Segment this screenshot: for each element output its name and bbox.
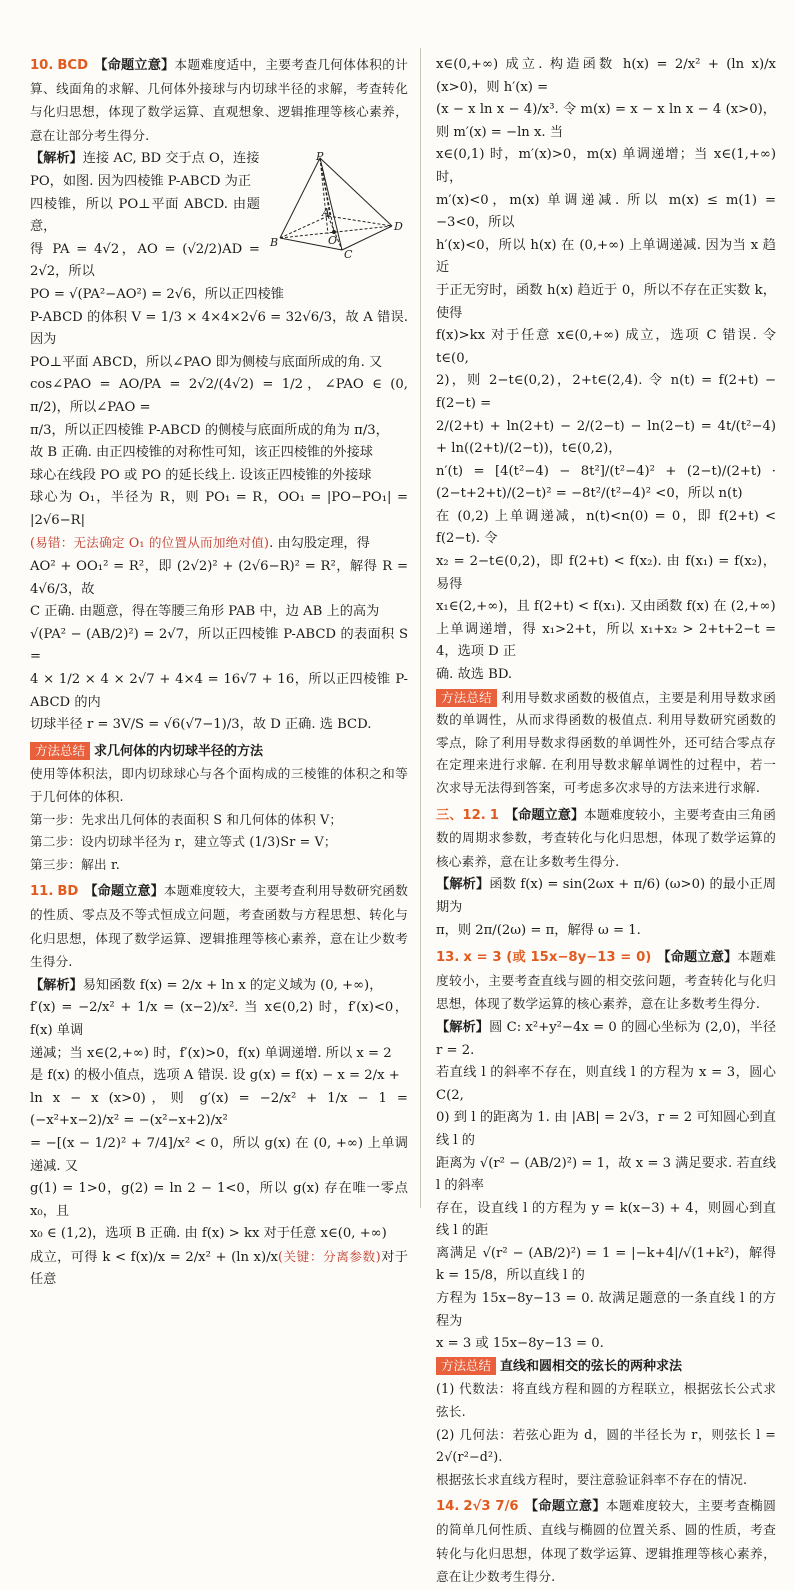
q12-line-0: 函数 f(x) = sin(2ωx + π/6) (ω>0) 的最小正周期为	[436, 877, 777, 915]
q11-method-tag: 方法总结	[436, 689, 497, 707]
q12-intent	[436, 804, 776, 875]
q10-method-tag: 方法总结	[30, 742, 90, 760]
q13-line-4: 存在，设直线 l 的方程为 y = k(x−3) + 4，则圆心到直线 l 的距	[436, 1200, 776, 1239]
q14-intent-text: 本题难度较大，主要考查椭圆的简单几何性质、直线与椭圆的位置关系、圆的性质，考查转化与化归思想，体现了数学运算、逻辑推理等核心素养，意在让少数考生得分.	[436, 1498, 776, 1585]
q11-line-5: = −[(x − 1/2)² + 7/4]/x² < 0，所以 g(x) 在 (0, +∞) 上单调递减. 又	[30, 1135, 408, 1174]
label-C: C	[344, 248, 353, 261]
q11c-0: x∈(0,+∞) 成立. 构造函数 h(x) = 2/x² + (ln x)/x (x>0)，则 h′(x) =	[436, 57, 776, 95]
q13-method-tag: 方法总结	[436, 1357, 496, 1375]
q11-intent-text: 本题难度较大，主要考查利用导数研究函数的性质、零点及不等式恒成立问题，考查函数与方程思想、转化与化归思想，体现了数学运算、逻辑推理等核心素养，意在让少数考生得分.	[30, 883, 408, 970]
q12-analysis-tag: 【解析】	[436, 877, 490, 893]
q10-intent-tag: 【命题立意】	[94, 58, 175, 73]
q13-method-0: (1) 代数法：将直线方程和圆的方程联立，根据弦长公式求弦长.	[436, 1381, 776, 1420]
q11-line-6: g(1) = 1>0，g(2) = ln 2 − 1<0，所以 g(x) 存在唯一零点 x₀，且	[30, 1181, 408, 1219]
q11c-12: x₁∈(2,+∞)，且 f(2+t) < f(x₁). 又由函数 f(x) 在 (2,+∞)	[436, 599, 776, 615]
q13-analysis-tag: 【解析】	[436, 1019, 490, 1035]
q10-method-1: 第一步：先求出几何体的表面积 S 和几何体的体积 V；	[30, 811, 343, 827]
q11c-6: f(x)>kx 对于任意 x∈(0,+∞) 成立，选项 C 错误. 令 t∈(0,	[436, 328, 776, 366]
q11c-1: (x − x ln x − 4)/x³. 令 m(x) = x − x ln x − 4 (x>0)，则 m′(x) = −ln x. 当	[436, 102, 776, 140]
q11-method	[436, 687, 776, 800]
q12-number: 12.	[462, 807, 486, 823]
q10-method-2: 第二步：设内切球半径为 r，建立等式 (1/3)Sr = V；	[30, 834, 337, 850]
q10-line-11: 球心为 O₁，半径为 R，则 PO₁ = R，OO₁ = |PO−PO₁| = |2√6−R|	[30, 490, 408, 528]
q11c-2: x∈(0,1) 时，m′(x)>0，m(x) 单调递增；当 x∈(1,+∞) 时，	[436, 147, 776, 185]
q10-method-3: 第三步：解出 r.	[30, 856, 121, 872]
q11-answer: BD	[57, 884, 79, 900]
q11-method-text: 利用导数求函数的极值点，主要是利用导数求函数的单调性，从而求得函数的极值点. 利用导数研究函数的零点，除了利用导数求得函数的单调性外，还可结合零点存在定理来进行求解. 在利用导数求解单调性的过程中，若一次求导无法得到答案，可考虑多次求导的方法来进行求解.	[436, 689, 776, 795]
q14-intent-tag: 【命题立意】	[524, 1499, 606, 1515]
q10-line-0: 连接 AC, BD 交于点 O，连接	[82, 151, 260, 167]
q11c-9: n′(t) = [4(t²−4) − 8t²]/(t²−4)² + (2−t)/(2+t) · (2−t+2+t)/(2−t)² = −8t²/(t²−4)² <0，所以 n(t)	[436, 463, 776, 502]
q13-method-header	[436, 1356, 776, 1379]
label-D: D	[394, 220, 403, 234]
q11c-8: 2/(2+t) + ln(2+t) − 2/(2−t) − ln(2−t) = 4t/(t²−4) + ln((2+t)/(2−t))，t∈(0,2)，	[436, 418, 776, 457]
label-P: P	[316, 152, 324, 164]
q10-method-title: 求几何体的内切球半径的方法	[94, 743, 264, 759]
q11-last-a: 成立，可得 k < f(x)/x = 2/x² + (ln x)/x	[30, 1249, 278, 1265]
q10-line-4: PO = √(PA²−AO²) = 2√6，所以正四棱锥	[30, 286, 284, 302]
q14-intent	[436, 1495, 776, 1589]
q13-line-6: 方程为 15x−8y−13 = 0. 故满足题意的一条直线 l 的方程为	[436, 1291, 776, 1329]
q13-method-title: 直线和圆相交的弦长的两种求法	[500, 1358, 683, 1374]
q10-method-header	[30, 741, 408, 764]
q10-line-8: π/3，所以正四棱锥 P-ABCD 的侧棱与底面所成的角为 π/3，	[30, 422, 389, 438]
q11-line-2: 递减；当 x∈(2,+∞) 时，f′(x)>0，f(x) 单调递增. 所以 x = 2	[30, 1045, 392, 1061]
q13-line-7: x = 3 或 15x−8y−13 = 0.	[436, 1336, 604, 1352]
q13-number: 13.	[436, 950, 460, 966]
q11-analysis	[30, 975, 408, 998]
q11-intent	[30, 880, 408, 974]
q10-answer: BCD	[57, 58, 89, 73]
q10-line2-3: 4 × 1/2 × 4 × 2√7 + 4×4 = 16√7 + 16，所以正四棱锥 P-ABCD 的内	[30, 672, 408, 710]
q11c-7: 2)，则 2−t∈(0,2)，2+t∈(2,4). 令 n(t) = f(2+t) − f(2−t) =	[436, 373, 776, 411]
q11c-4: h′(x)<0，所以 h(x) 在 (0,+∞) 上单调递减. 因为当 x 趋近	[436, 237, 776, 276]
q12-analysis	[436, 874, 776, 919]
q10-analysis-tag: 【解析】	[30, 151, 83, 167]
q10-method-0: 使用等体积法，即内切球球心与各个面构成的三棱锥的体积之和等于几何体的体积.	[30, 766, 408, 804]
pyramid-figure	[268, 152, 408, 260]
right-column	[436, 54, 776, 1590]
q13-intent-text: 本题难度较小，主要考查直线与圆的相交弦问题，考查转化与化归思想，体现了数学运算的核心素养，意在让多数考生得分.	[436, 949, 777, 1012]
q14-number: 14.	[436, 1499, 460, 1515]
q11c-5: 于正无穷时，函数 h(x) 趋近于 0，所以不存在正实数 k，使得	[436, 282, 776, 321]
q10-error-note: (易错：无法确定 O₁ 的位置从而加绝对值)	[30, 535, 270, 551]
q11-line-4: ln x − x (x>0)，则 g′(x) = −2/x² + 1/x − 1 = (−x²+x−2)/x² = −(x²−x+2)/x²	[30, 1090, 408, 1129]
q12-intent-text: 本题难度较小，主要考查由三角函数的周期求参数，考查转化与化归思想，体现了数学运算的核心素养，意在让多数考生得分.	[436, 806, 777, 869]
q11-last-b: 对于任意	[30, 1249, 408, 1288]
q10-line2-2: √(PA² − (AB/2)²) = 2√7，所以正四棱锥 P-ABCD 的表面积 S =	[30, 626, 408, 665]
q11c-14: 确. 故选 BD.	[436, 667, 513, 683]
q10-line-2: 四棱锥，所以 PO⊥平面 ABCD. 由题意，	[30, 196, 260, 235]
pyramid-diagram	[268, 152, 408, 260]
q11-line-3: 是 f(x) 的极小值点，选项 A 错误. 设 g(x) = f(x) − x = 2/x +	[30, 1068, 400, 1084]
q13-analysis	[436, 1017, 776, 1062]
q13-line-2: 0) 到 l 的距离为 1. 由 |AB| = 2√3，r = 2 可知圆心到直线 l 的	[436, 1110, 776, 1148]
q10-intent	[30, 54, 408, 148]
q11-number: 11.	[30, 884, 54, 900]
q14-answer: 2√3 7/6	[463, 1499, 519, 1515]
q13-method-1: (2) 几何法：若弦心距为 d，圆的半径长为 r，则弦长 l = 2√(r²−d²).	[436, 1426, 776, 1465]
q11-last-line	[30, 1246, 408, 1292]
q13-line-1: 若直线 l 的斜率不存在，则直线 l 的方程为 x = 3，圆心 C(2,	[436, 1065, 776, 1103]
q11c-11: x₂ = 2−t∈(0,2)，即 f(2+t) < f(x₂). 由 f(x₁) = f(x₂)，易得	[436, 554, 776, 592]
q10-line2-0: AO² + OO₁² = R²，即 (2√2)² + (2√6−R)² = R²，解得 R = 4√6/3，故	[30, 559, 408, 597]
section-three: 三、	[436, 807, 463, 823]
q13-line-0: 圆 C: x²+y²−4x = 0 的圆心坐标为 (2,0)，半径 r = 2.	[436, 1019, 777, 1058]
q11c-13: 上单调递增，得 x₁>2+t，所以 x₁+x₂ > 2+t+2−t = 4，选项 D 正	[436, 621, 776, 660]
q10-line-9: 故 B 正确. 由正四棱锥的对称性可知，该正四棱锥的外接球	[30, 445, 373, 461]
q12-line-1: π，则 2π/(2ω) = π，解得 ω = 1.	[436, 922, 641, 938]
q13-answer: x = 3 (或 15x−8y−13 = 0)	[463, 950, 652, 966]
q11-analysis-tag: 【解析】	[30, 977, 83, 993]
label-B: B	[270, 236, 279, 250]
q11-line-1: f′(x) = −2/x² + 1/x = (x−2)/x². 当 x∈(0,2) 时，f′(x)<0，f(x) 单调	[30, 1000, 408, 1038]
q10-line-6: PO⊥平面 ABCD，所以∠PAO 即为侧棱与底面所成的角. 又	[30, 354, 383, 370]
q12-intent-tag: 【命题立意】	[504, 807, 585, 823]
q13-line-3: 距离为 √(r² − (AB/2)²) = 1，故 x = 3 满足要求. 若直线 l 的斜率	[436, 1155, 776, 1194]
q13-intent	[436, 946, 776, 1017]
q11-line-7: x₀ ∈ (1,2)，选项 B 正确. 由 f(x) > kx 对于任意 x∈(0, +∞)	[30, 1226, 387, 1242]
q10-line-3: 得 PA = 4√2，AO = (√2/2)AD = 2√2，所以	[30, 241, 260, 280]
q13-method-2: 根据弦长求直线方程时，要注意验证斜率不存在的情况.	[436, 1471, 748, 1487]
q10-number: 10.	[30, 58, 54, 73]
q11-intent-tag: 【命题立意】	[84, 884, 164, 900]
q13-intent-tag: 【命题立意】	[657, 950, 738, 966]
q10-line2-4: 切球半径 r = 3V/S = √6(√7−1)/3，故 D 正确. 选 BCD.	[30, 717, 372, 733]
q13-line-5: 离满足 √(r² − (AB/2)²) = 1 = |−k+4|/√(1+k²)，解得 k = 15/8，所以直线 l 的	[436, 1245, 776, 1284]
q10-line2-1: C 正确. 由题意，得在等腰三角形 PAB 中，边 AB 上的高为	[30, 604, 380, 620]
q12-answer: 1	[489, 807, 499, 823]
q10-note-line	[30, 532, 408, 556]
left-column	[30, 54, 408, 1292]
q10-line-7: cos∠PAO = AO/PA = 2√2/(4√2) = 1/2，∠PAO ∈ (0, π/2)，所以∠PAO =	[30, 377, 408, 415]
q10-intent-text: 本题难度适中，主要考查几何体体积的计算、线面角的求解、几何体外接球与内切球半径的求解，考查转化与化归思想，体现了数学运算、直观想象、逻辑推理等核心素养，意在让部分考生得分.	[30, 57, 409, 143]
q11-line-0: 易知函数 f(x) = 2/x + ln x 的定义域为 (0, +∞)，	[82, 977, 383, 993]
q11c-3: m′(x)<0，m(x) 单调递减. 所以 m(x) ≤ m(1) = −3<0，所以	[436, 192, 776, 231]
q10-after-note: . 由勾股定理，得	[269, 536, 370, 552]
q10-line-5: P-ABCD 的体积 V = 1/3 × 4×4×2√6 = 32√6/3，故 A 错误. 因为	[30, 309, 408, 348]
q11c-10: 在 (0,2) 上单调递减，n(t)<n(0) = 0，即 f(2+t) < f(2−t). 令	[436, 508, 776, 547]
label-O: O	[328, 234, 338, 248]
label-A: A	[322, 206, 330, 220]
column-divider	[420, 48, 421, 1208]
q10-line-10: 球心在线段 PO 或 PO 的延长线上. 设该正四棱锥的外接球	[30, 467, 372, 483]
q10-line-1: PO，如图. 因为四棱锥 P-ABCD 为正	[30, 173, 252, 189]
q11-key-note: (关键：分离参数)	[277, 1248, 381, 1264]
